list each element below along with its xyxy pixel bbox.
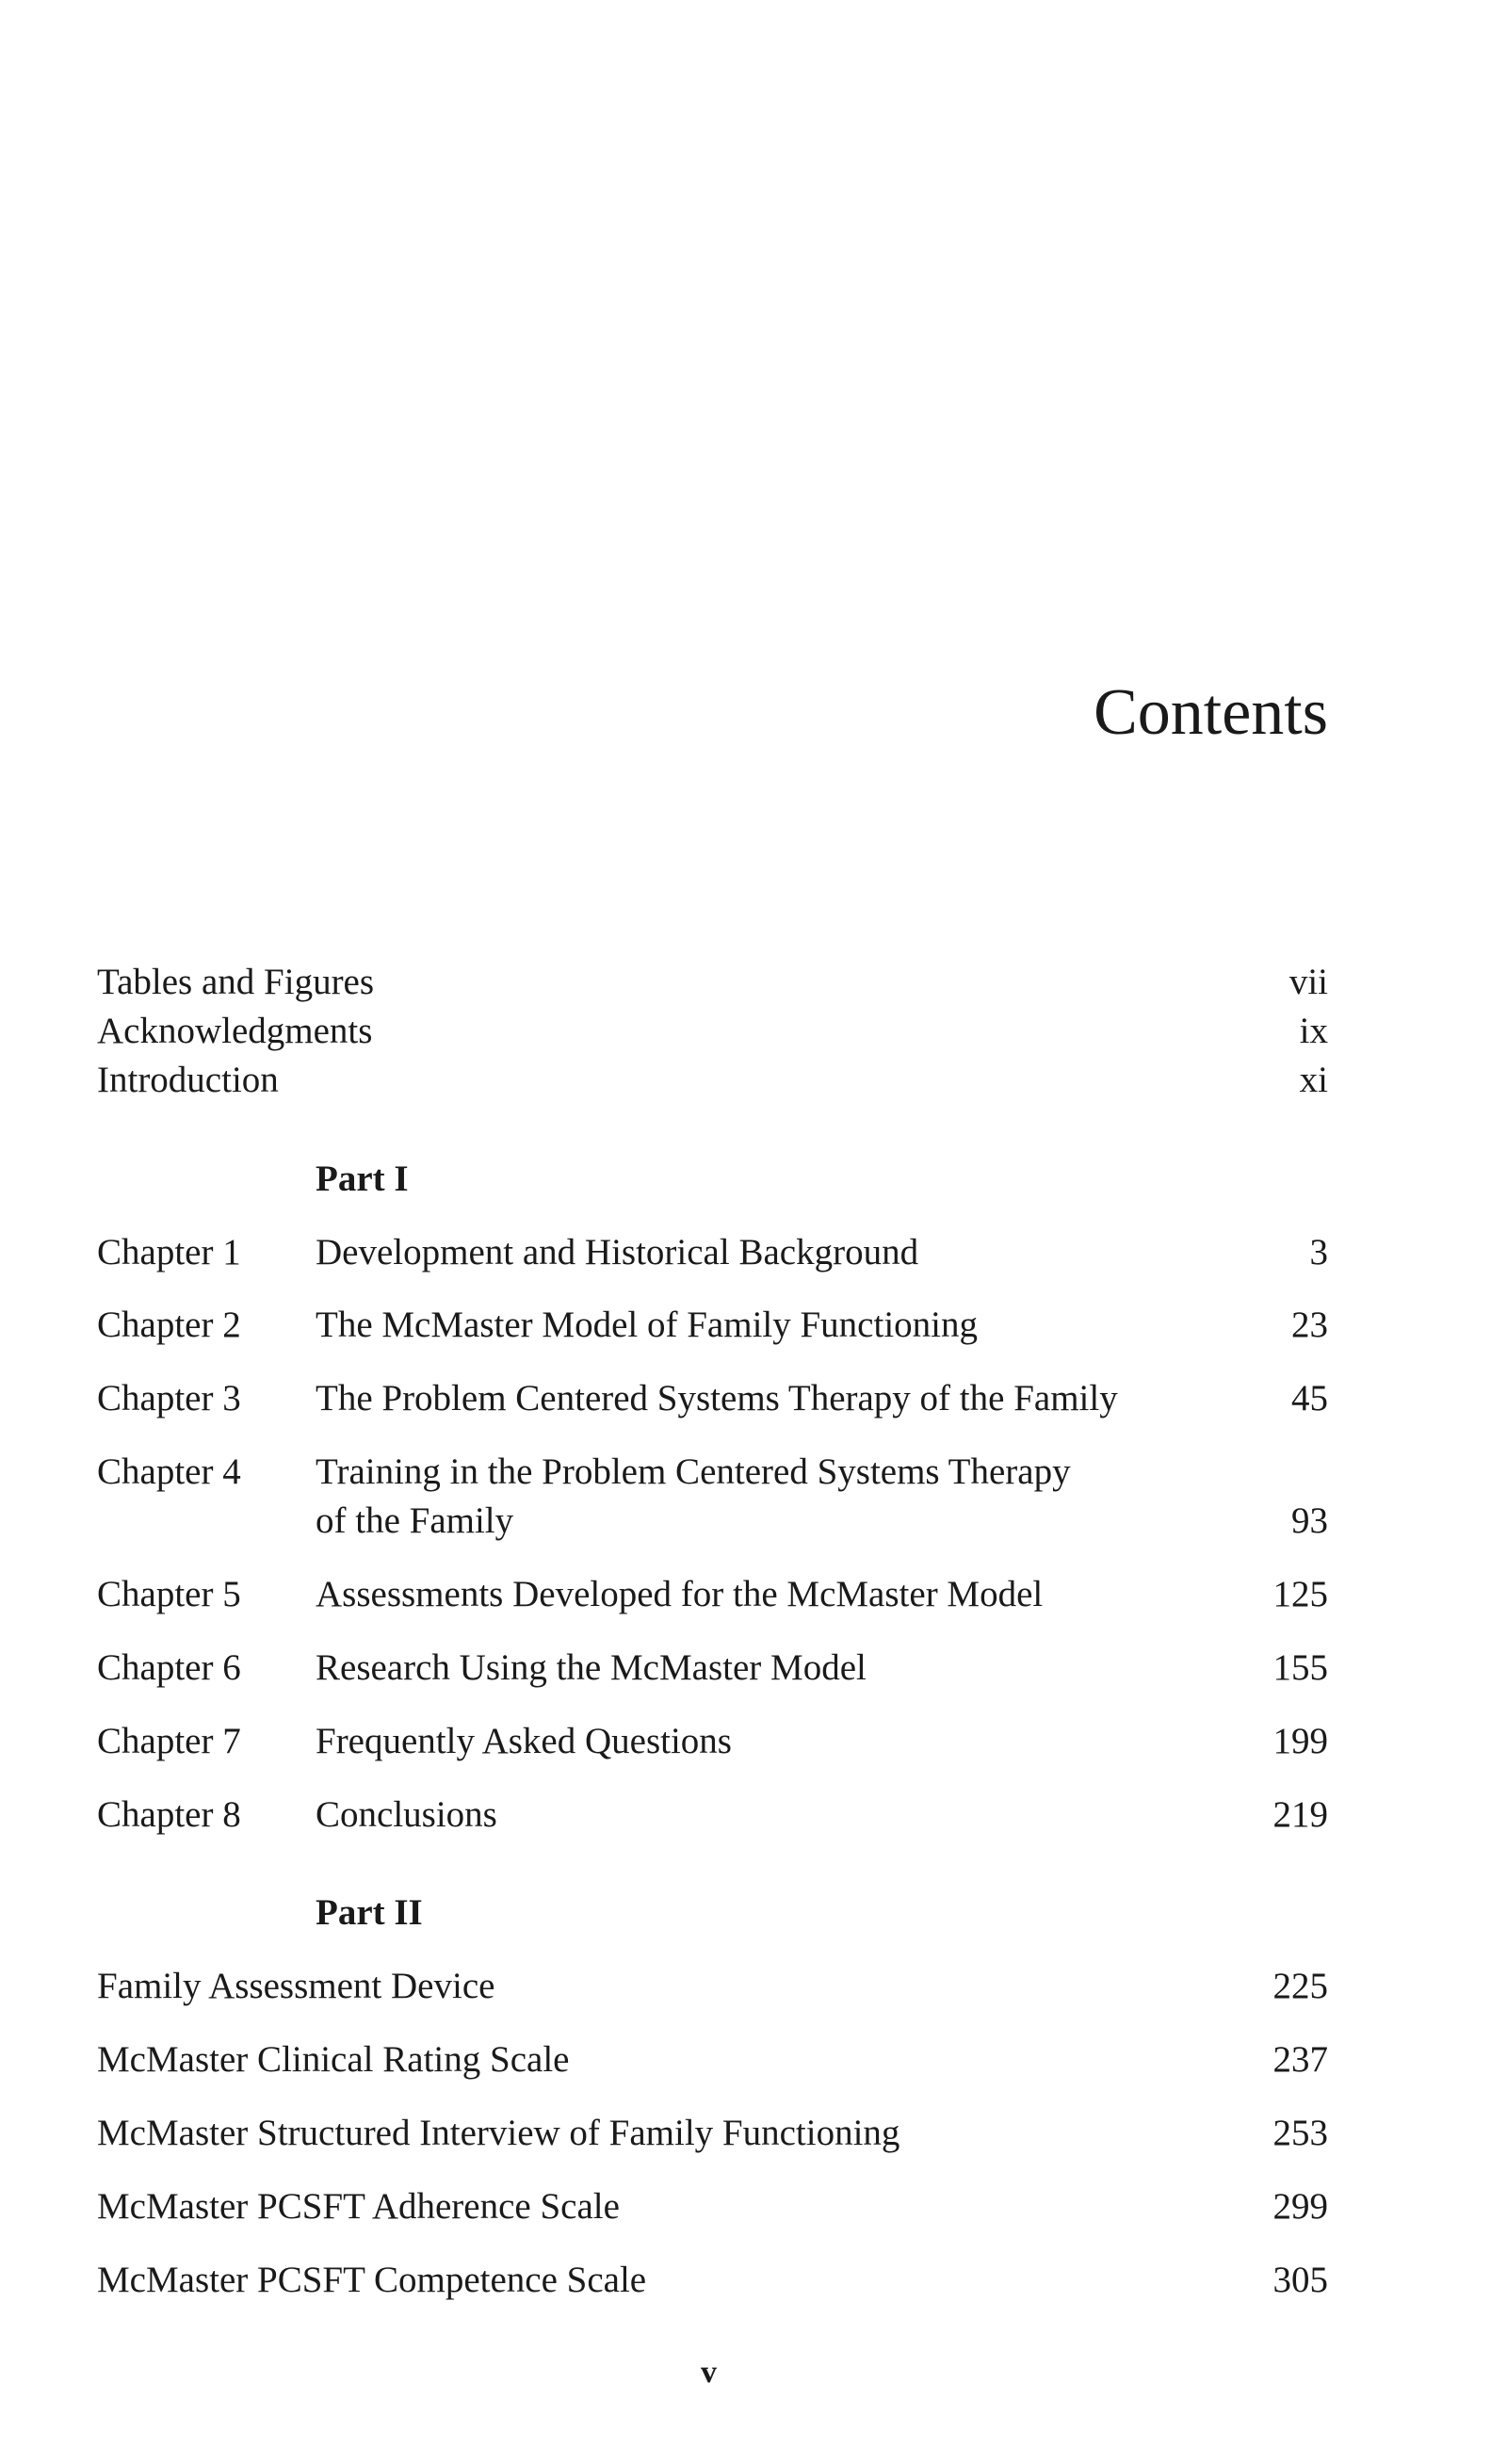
toc-entry-title: McMaster PCSFT Competence Scale <box>97 2260 647 2300</box>
chapter-page: 3 <box>1309 1232 1328 1273</box>
chapter-label: Chapter 3 <box>97 1378 241 1418</box>
chapter-page: 93 <box>1291 1500 1328 1541</box>
toc-entry-page: 305 <box>1272 2260 1328 2300</box>
chapter-page: 199 <box>1272 1721 1328 1761</box>
toc-entry-page: 225 <box>1272 1966 1328 2006</box>
toc-entry-title: McMaster PCSFT Adherence Scale <box>97 2186 620 2227</box>
chapter-page: 23 <box>1291 1305 1328 1345</box>
chapter-label: Chapter 5 <box>97 1574 241 1614</box>
toc-entry-title: Introduction <box>97 1060 279 1100</box>
chapter-label: Chapter 1 <box>97 1232 241 1273</box>
toc-entry-page: 299 <box>1272 2186 1328 2227</box>
part-1-heading: Part I <box>316 1159 409 1199</box>
chapter-page: 219 <box>1272 1794 1328 1835</box>
toc-entry-page: xi <box>1299 1060 1328 1100</box>
toc-entry-title: McMaster Structured Interview of Family Functioning <box>97 2113 900 2153</box>
chapter-title: Conclusions <box>316 1794 497 1835</box>
chapter-title: Development and Historical Background <box>316 1232 919 1273</box>
chapter-label: Chapter 8 <box>97 1794 241 1835</box>
part-2-heading: Part II <box>316 1892 423 1933</box>
chapter-title-line-1: Training in the Problem Centered Systems Therapy <box>316 1451 1071 1492</box>
toc-entry-page: 253 <box>1272 2113 1328 2153</box>
chapter-title: The Problem Centered Systems Therapy of the Family <box>316 1378 1118 1418</box>
toc-entry-page: vii <box>1288 962 1328 1002</box>
chapter-title-line-2: of the Family <box>316 1500 514 1541</box>
chapter-page: 155 <box>1272 1647 1328 1688</box>
page-title: Contents <box>1094 676 1328 749</box>
toc-entry-page: 237 <box>1272 2039 1328 2080</box>
chapter-label: Chapter 2 <box>97 1305 241 1345</box>
toc-entry-title: Tables and Figures <box>97 962 375 1002</box>
chapter-label: Chapter 4 <box>97 1451 241 1492</box>
page-number: v <box>701 2355 717 2390</box>
chapter-label: Chapter 6 <box>97 1647 241 1688</box>
chapter-title: Research Using the McMaster Model <box>316 1647 867 1688</box>
toc-entry-title: Family Assessment Device <box>97 1966 495 2006</box>
chapter-label: Chapter 7 <box>97 1721 241 1761</box>
chapter-page: 125 <box>1272 1574 1328 1614</box>
chapter-title: Frequently Asked Questions <box>316 1721 732 1761</box>
chapter-title: The McMaster Model of Family Functioning <box>316 1305 978 1345</box>
toc-entry-page: ix <box>1299 1011 1328 1051</box>
toc-entry-title: Acknowledgments <box>97 1011 373 1051</box>
toc-entry-title: McMaster Clinical Rating Scale <box>97 2039 570 2080</box>
chapter-title: Assessments Developed for the McMaster Model <box>316 1574 1044 1614</box>
chapter-page: 45 <box>1291 1378 1328 1418</box>
